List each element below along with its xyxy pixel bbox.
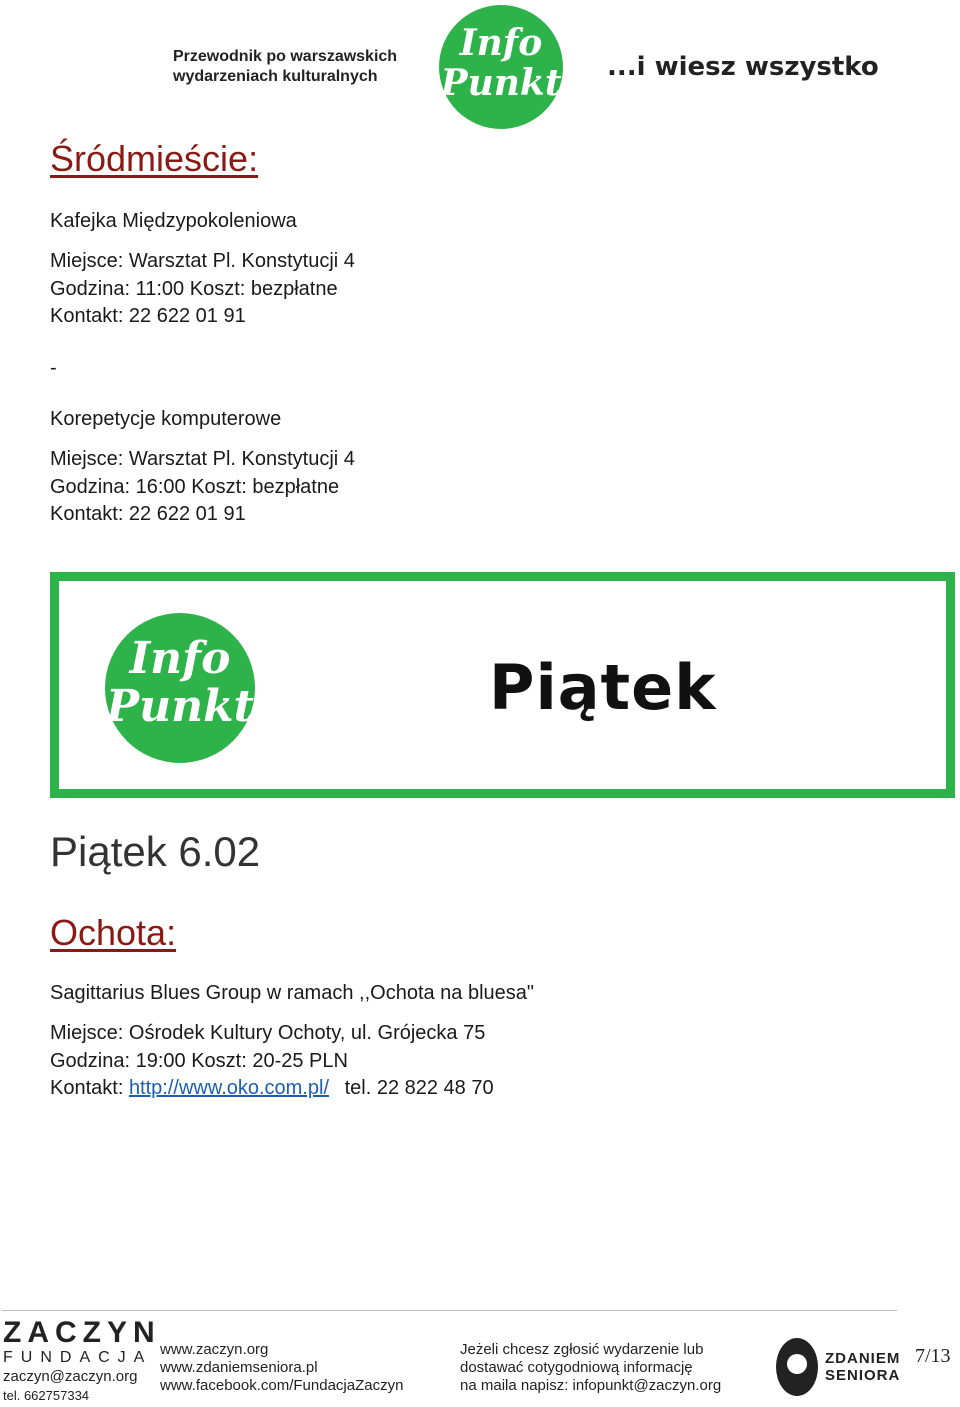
- day-title: Piątek 6.02: [50, 828, 261, 875]
- infopunkt-logo: [439, 5, 563, 129]
- footer-brand-sub: FUNDACJA: [3, 1349, 153, 1366]
- event-details: [50, 446, 355, 529]
- page-number: 7/13: [915, 1345, 951, 1367]
- footer-info: [460, 1341, 721, 1395]
- event-time-cost: Godzina: 16:00 Koszt: bezpłatne: [50, 475, 340, 498]
- footer-email: zaczyn@zaczyn.org: [3, 1368, 138, 1385]
- event-separator: -: [50, 357, 57, 379]
- event-time-cost: Godzina: 11:00 Koszt: bezpłatne: [50, 277, 338, 300]
- event-place: Miejsce: Warsztat Pl. Konstytucji 4: [50, 250, 355, 272]
- partner-line1: ZDANIEM: [825, 1350, 901, 1367]
- event-place: Miejsce: Warsztat Pl. Konstytucji 4: [50, 448, 355, 470]
- footer-web3[interactable]: www.facebook.com/FundacjaZaczyn: [160, 1377, 404, 1394]
- event-title: Sagittarius Blues Group w ramach ,,Ochota na bluesa": [50, 982, 535, 1004]
- banner-logo-line1: Info: [129, 633, 231, 684]
- footer-info-line1: Jeżeli chcesz zgłosić wydarzenie lub: [460, 1341, 704, 1358]
- contact-website-link[interactable]: http://www.oko.com.pl/: [128, 1077, 330, 1099]
- event-title: Kafejka Międzypokoleniowa: [50, 210, 297, 232]
- contact-phone: tel. 22 822 48 70: [344, 1077, 494, 1099]
- footer-websites: [160, 1341, 403, 1395]
- contact-prefix: Kontakt:: [50, 1077, 129, 1099]
- event-contact: Kontakt: 22 622 01 91: [50, 503, 246, 525]
- banner-logo-line2: Punkt: [106, 681, 254, 732]
- footer-divider: [2, 1310, 897, 1311]
- logo-inner-circle: [787, 1354, 807, 1374]
- event-place: Miejsce: Ośrodek Kultury Ochoty, ul. Grójecka 75: [50, 1022, 486, 1044]
- partner-line2: SENIORA: [825, 1367, 901, 1384]
- event-contact: Kontakt: 22 622 01 91: [50, 305, 246, 327]
- footer-info-line3: na maila napisz: infopunkt@zaczyn.org: [460, 1377, 722, 1394]
- footer-web2[interactable]: www.zdaniemseniora.pl: [160, 1359, 318, 1376]
- header-tagline-line2: wydarzeniach kulturalnych: [173, 68, 378, 85]
- footer-phone: tel. 662757334: [3, 1388, 90, 1403]
- logo-text-line2: Punkt: [440, 62, 562, 104]
- logo-text-line1: Info: [459, 22, 543, 64]
- district-heading-srodmiescie: Śródmieście:: [50, 138, 259, 179]
- banner-infopunkt-logo: [105, 613, 255, 763]
- header-slogan: ...i wiesz wszystko: [607, 52, 879, 82]
- zdaniem-seniora-logo-icon: [776, 1338, 818, 1396]
- event-details: [50, 248, 355, 331]
- event-details: [50, 1020, 494, 1103]
- partner-logo-text: [825, 1350, 900, 1384]
- district-heading-ochota: Ochota:: [50, 912, 177, 953]
- footer-info-line2: dostawać cotygodniową informację: [460, 1359, 693, 1376]
- banner-day-word: Piątek: [489, 651, 717, 724]
- header-tagline-line1: Przewodnik po warszawskich: [173, 48, 398, 65]
- header-tagline: [173, 47, 397, 87]
- event-title: Korepetycje komputerowe: [50, 408, 282, 430]
- footer-brand: ZACZYN: [3, 1316, 161, 1349]
- footer-web1[interactable]: www.zaczyn.org: [160, 1341, 269, 1358]
- day-banner: [50, 572, 955, 798]
- event-contact: [50, 1075, 494, 1103]
- event-time-cost: Godzina: 19:00 Koszt: 20-25 PLN: [50, 1049, 348, 1072]
